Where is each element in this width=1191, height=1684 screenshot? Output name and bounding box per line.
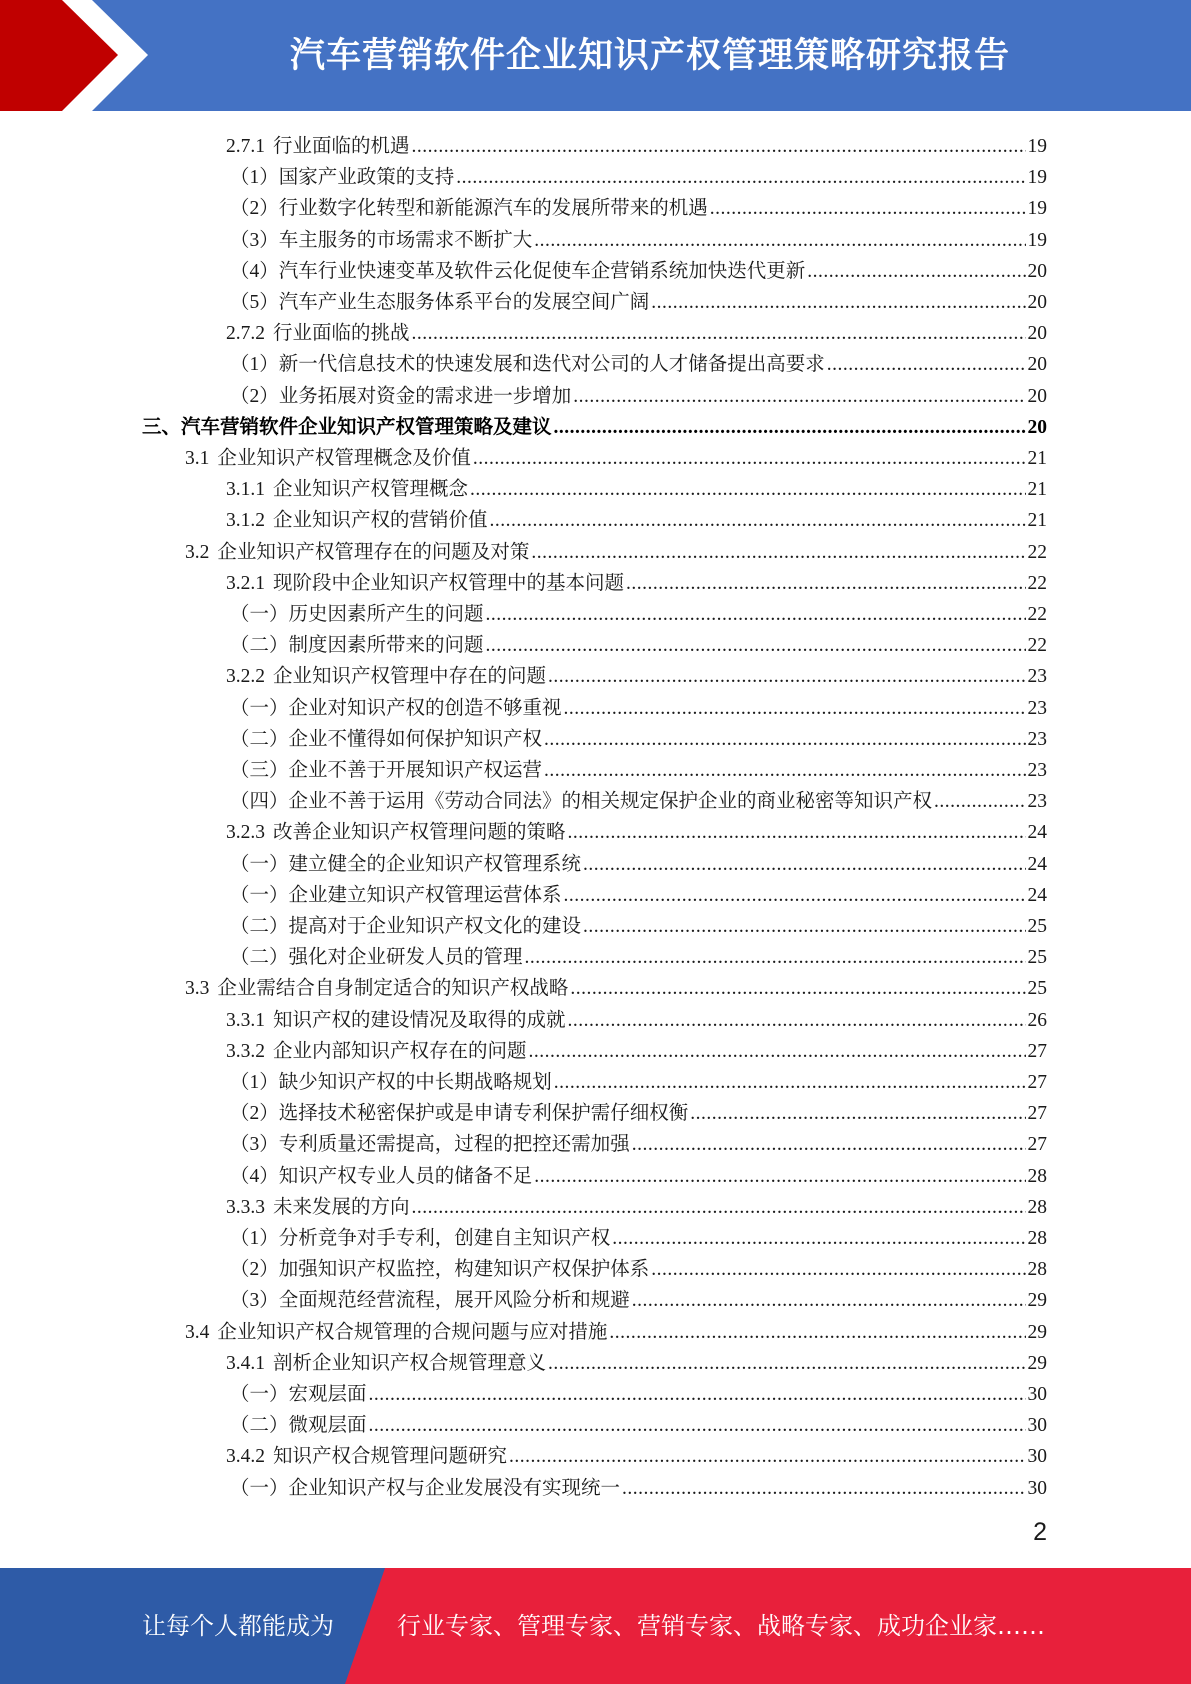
toc-entry-title: 行业面临的挑战	[273, 323, 410, 345]
toc-entry-title: 企业知识产权的营销价值	[273, 510, 488, 532]
toc-entry-number: 3.4.1	[226, 1352, 265, 1374]
toc-entry[interactable]	[230, 221, 1047, 252]
toc-entry[interactable]	[230, 1157, 1047, 1188]
toc-entry-number: 3.3.2	[226, 1040, 265, 1062]
toc-entry-page: 28	[1027, 1165, 1047, 1187]
toc-entry-number: （5）	[230, 292, 279, 313]
toc-entry-number: 2.7.2	[226, 323, 265, 345]
toc-entry-title: 企业建立知识产权管理运营体系	[288, 884, 562, 906]
toc-dot-leader	[807, 261, 1025, 283]
toc-dot-leader	[548, 666, 1025, 688]
toc-entry-number: （2）	[230, 1259, 279, 1281]
toc-entry[interactable]	[226, 1001, 1047, 1032]
toc-entry-number: 3.1.1	[226, 479, 265, 501]
toc-entry-number: （一）	[230, 1477, 289, 1499]
toc-entry-title: 专利质量还需提高，过程的把控还需加强	[278, 1134, 630, 1156]
toc-entry-page: 23	[1027, 697, 1047, 719]
toc-dot-leader	[573, 386, 1025, 408]
toc-entry-title: 企业知识产权合规管理的合规问题与应对措施	[217, 1321, 608, 1343]
toc-dot-leader	[609, 1322, 1025, 1344]
toc-entry-page: 22	[1027, 572, 1047, 594]
toc-entry-title: 现阶段中企业知识产权管理中的基本问题	[273, 572, 625, 594]
toc-entry-number: （3）	[230, 229, 279, 251]
toc-entry-page: 30	[1027, 1446, 1047, 1468]
toc-entry[interactable]	[226, 470, 1047, 501]
toc-entry[interactable]	[226, 813, 1047, 844]
toc-entry-title: 汽车营销软件企业知识产权管理策略及建议	[181, 416, 552, 438]
toc-entry-page: 27	[1027, 1072, 1047, 1093]
toc-entry[interactable]	[230, 782, 1047, 813]
toc-entry-title: 企业知识产权管理概念及价值	[217, 448, 471, 469]
toc-dot-leader	[412, 1197, 1026, 1219]
toc-entry-number: （二）	[230, 916, 289, 937]
toc-entry-page: 24	[1027, 853, 1047, 875]
toc-entry-title: 车主服务的市场需求不断扩大	[278, 229, 533, 251]
toc-entry[interactable]	[230, 1406, 1047, 1437]
toc-entry-page: 28	[1027, 1259, 1047, 1281]
toc-entry-number: （2）	[230, 1103, 279, 1125]
toc-entry-page: 30	[1027, 1477, 1047, 1499]
toc-dot-leader	[544, 760, 1025, 782]
toc-entry-title: 缺少知识产权的中长期战略规划	[278, 1072, 552, 1093]
toc-entry-title: 企业不善于开展知识产权运营	[288, 760, 543, 781]
toc-entry-title: 知识产权合规管理问题研究	[273, 1446, 508, 1468]
toc-entry[interactable]	[226, 564, 1047, 595]
toc-entry-number: （3）	[230, 1134, 279, 1156]
toc-entry[interactable]	[226, 501, 1047, 532]
toc-entry-title: 知识产权的建设情况及取得的成就	[273, 1009, 566, 1031]
toc-entry[interactable]	[230, 189, 1047, 220]
toc-entry[interactable]	[230, 345, 1047, 376]
toc-dot-leader	[651, 1259, 1025, 1281]
toc-entry-number: （4）	[230, 1165, 279, 1187]
toc-entry[interactable]	[230, 283, 1047, 314]
toc-dot-leader	[934, 791, 1025, 813]
toc-entry-page: 29	[1027, 1290, 1047, 1312]
toc-entry-page: 20	[1027, 385, 1047, 407]
toc-entry-number: 3.3.1	[226, 1009, 265, 1031]
toc-dot-leader	[369, 1384, 1026, 1406]
toc-dot-leader	[554, 1072, 1026, 1094]
toc-entry-number: 2.7.1	[226, 136, 265, 157]
toc-entry-title: 企业需结合自身制定适合的知识产权战略	[217, 978, 569, 1000]
header-banner	[0, 0, 1191, 111]
toc-dot-leader	[470, 479, 1025, 501]
toc-entry[interactable]	[226, 127, 1047, 158]
toc-entry-title: 企业不善于运用《劳动合同法》的相关规定保护企业的商业秘密等知识产权	[288, 791, 933, 813]
toc-dot-leader	[554, 417, 1026, 439]
toc-entry-number: （一）	[230, 1384, 289, 1405]
toc-dot-leader	[473, 448, 1026, 470]
toc-entry-page: 21	[1027, 510, 1047, 532]
toc-entry-number: （一）	[230, 697, 289, 719]
toc-entry-page: 20	[1027, 292, 1047, 313]
toc-dot-leader	[544, 729, 1025, 751]
toc-entry-title: 汽车产业生态服务体系平台的发展空间广阔	[278, 292, 650, 313]
toc-entry[interactable]	[230, 1469, 1047, 1500]
toc-entry-number: 3.2.2	[226, 666, 265, 688]
toc-entry-number: （4）	[230, 260, 279, 282]
toc-entry-number: 三、	[142, 416, 182, 438]
toc-entry-title: 建立健全的企业知识产权管理系统	[288, 853, 582, 875]
toc-dot-leader	[626, 573, 1025, 595]
footer-slogan-right: 行业专家、管理专家、营销专家、战略专家、成功企业家……	[397, 1612, 1045, 1640]
toc-entry-page: 21	[1027, 448, 1047, 469]
toc-entry[interactable]	[226, 314, 1047, 345]
toc-entry-page: 24	[1027, 884, 1047, 906]
toc-entry-title: 企业不懂得如何保护知识产权	[288, 728, 543, 750]
toc-entry[interactable]	[226, 1437, 1047, 1468]
toc-entry-number: （二）	[230, 728, 289, 750]
toc-entry-title: 选择技术秘密保护或是申请专利保护需仔细权衡	[278, 1103, 689, 1125]
toc-entry[interactable]	[230, 1063, 1047, 1094]
toc-entry-title: 汽车行业快速变革及软件云化促使车企营销系统加快迭代更新	[278, 260, 806, 282]
toc-entry-title: 知识产权专业人员的储备不足	[278, 1165, 533, 1187]
toc-entry-page: 23	[1027, 760, 1047, 781]
toc-dot-leader	[490, 510, 1026, 532]
toc-entry[interactable]	[142, 408, 1047, 439]
toc-entry[interactable]	[226, 1344, 1047, 1375]
toc-entry-number: （一）	[230, 853, 289, 875]
toc-entry-number: （1）	[230, 167, 279, 189]
toc-entry-title: 行业面临的机遇	[273, 136, 410, 157]
toc-entry-number: （二）	[230, 635, 289, 657]
toc-entry-page: 24	[1027, 822, 1047, 844]
toc-entry[interactable]	[185, 1313, 1047, 1344]
toc-entry-number: 3.1	[185, 448, 210, 469]
toc-entry-number: （1）	[230, 1228, 279, 1249]
toc-entry-title: 企业知识产权管理中存在的问题	[273, 666, 547, 688]
toc-dot-leader	[568, 822, 1026, 844]
toc-entry[interactable]	[185, 533, 1047, 564]
toc-dot-leader	[570, 978, 1025, 1000]
toc-entry-page: 23	[1027, 666, 1047, 688]
toc-entry[interactable]	[226, 657, 1047, 688]
toc-entry[interactable]	[230, 1250, 1047, 1281]
toc-entry-page: 26	[1027, 1009, 1047, 1031]
toc-entry[interactable]	[230, 845, 1047, 876]
toc-dot-leader	[564, 885, 1026, 907]
toc-entry-title: 企业对知识产权的创造不够重视	[288, 697, 562, 719]
toc-entry-page: 25	[1027, 978, 1047, 1000]
toc-entry-number: （1）	[230, 354, 279, 376]
toc-dot-leader	[710, 198, 1026, 220]
toc-entry-title: 微观层面	[288, 1415, 367, 1437]
footer-slogan-left: 让每个人都能成为	[142, 1612, 334, 1640]
toc-entry-page: 23	[1027, 728, 1047, 750]
toc-dot-leader	[568, 1010, 1026, 1032]
toc-entry-title: 剖析企业知识产权合规管理意义	[273, 1352, 547, 1374]
toc-dot-leader	[486, 635, 1026, 657]
toc-dot-leader	[531, 542, 1025, 564]
toc-entry[interactable]	[230, 158, 1047, 189]
toc-entry-page: 19	[1027, 198, 1047, 220]
toc-entry-page: 20	[1027, 354, 1047, 376]
toc-dot-leader	[564, 698, 1026, 720]
toc-entry-title: 分析竞争对手专利，创建自主知识产权	[278, 1228, 611, 1249]
toc-entry[interactable]	[185, 439, 1047, 470]
toc-entry-title: 新一代信息技术的快速发展和迭代对公司的人才储备提出高要求	[278, 354, 825, 376]
toc-entry[interactable]	[185, 969, 1047, 1000]
toc-entry-title: 历史因素所产生的问题	[288, 604, 484, 625]
toc-entry-page: 19	[1027, 136, 1047, 157]
toc-dot-leader	[690, 1103, 1025, 1125]
toc-entry-title: 提高对于企业知识产权文化的建设	[288, 916, 582, 937]
toc-entry-number: 3.2.3	[226, 822, 265, 844]
toc-entry-number: （二）	[230, 947, 289, 969]
toc-dot-leader	[486, 604, 1026, 626]
toc-entry[interactable]	[230, 626, 1047, 657]
toc-entry-number: 3.3.3	[226, 1196, 265, 1218]
toc-dot-leader	[651, 292, 1025, 314]
toc-dot-leader	[632, 1290, 1026, 1312]
toc-entry-page: 28	[1027, 1196, 1047, 1218]
toc-entry-title: 企业知识产权管理存在的问题及对策	[217, 541, 530, 563]
toc-dot-leader	[456, 167, 1025, 189]
toc-entry[interactable]	[226, 1188, 1047, 1219]
toc-entry-number: （1）	[230, 1072, 279, 1093]
toc-entry[interactable]	[230, 1094, 1047, 1125]
toc-entry-title: 企业知识产权与企业发展没有实现统一	[288, 1477, 621, 1499]
toc-entry-number: （四）	[230, 791, 289, 813]
toc-entry-page: 29	[1027, 1352, 1047, 1374]
toc-entry[interactable]	[230, 252, 1047, 283]
toc-entry[interactable]	[230, 876, 1047, 907]
toc-entry-number: 3.1.2	[226, 510, 265, 532]
toc-entry-page: 22	[1027, 541, 1047, 563]
toc-entry[interactable]	[230, 938, 1047, 969]
toc-dot-leader	[612, 1228, 1025, 1250]
toc-dot-leader	[632, 1134, 1026, 1156]
toc-entry-number: 3.2.1	[226, 572, 265, 594]
toc-entry-page: 28	[1027, 1228, 1047, 1249]
toc-entry-title: 改善企业知识产权管理问题的策略	[273, 822, 566, 844]
toc-entry-number: 3.2	[185, 541, 210, 563]
footer-banner	[0, 1568, 1191, 1684]
toc-entry-page: 21	[1027, 479, 1047, 501]
toc-entry-page: 22	[1027, 604, 1047, 625]
toc-entry-page: 30	[1027, 1415, 1047, 1437]
toc-entry-title: 未来发展的方向	[273, 1196, 410, 1218]
toc-dot-leader	[827, 354, 1026, 376]
toc-dot-leader	[529, 1041, 1026, 1063]
toc-entry-page: 25	[1027, 916, 1047, 937]
document-title: 汽车营销软件企业知识产权管理策略研究报告	[289, 36, 1010, 76]
toc-entry[interactable]	[230, 1125, 1047, 1156]
toc-dot-leader	[622, 1478, 1025, 1500]
toc-dot-leader	[525, 947, 1026, 969]
toc-entry-number: （二）	[230, 1415, 289, 1437]
toc-entry-number: （2）	[230, 385, 279, 407]
toc-entry-page: 19	[1027, 167, 1047, 189]
toc-entry-title: 业务拓展对资金的需求进一步增加	[278, 385, 572, 407]
toc-entry-number: 3.4	[185, 1321, 210, 1343]
toc-entry-number: （3）	[230, 1290, 279, 1312]
toc-dot-leader	[369, 1415, 1026, 1437]
toc-entry[interactable]	[226, 1032, 1047, 1063]
toc-dot-leader	[412, 323, 1026, 345]
toc-entry-number: （2）	[230, 198, 279, 220]
toc-dot-leader	[412, 136, 1026, 158]
toc-entry-number: （一）	[230, 884, 289, 906]
toc-entry-page: 29	[1027, 1321, 1047, 1343]
toc-dot-leader	[534, 1166, 1025, 1188]
toc-entry-title: 全面规范经营流程，展开风险分析和规避	[278, 1290, 630, 1312]
toc-entry-page: 23	[1027, 791, 1047, 813]
toc-entry[interactable]	[230, 907, 1047, 938]
toc-dot-leader	[548, 1353, 1025, 1375]
toc-entry-page: 20	[1027, 416, 1047, 438]
toc-entry-page: 30	[1027, 1384, 1047, 1405]
toc-dot-leader	[583, 854, 1025, 876]
toc-entry-page: 27	[1027, 1040, 1047, 1062]
toc-entry[interactable]	[230, 720, 1047, 751]
toc-entry-title: 行业数字化转型和新能源汽车的发展所带来的机遇	[278, 198, 708, 220]
toc-dot-leader	[509, 1446, 1025, 1468]
toc-entry[interactable]	[230, 595, 1047, 626]
toc-entry-page: 19	[1027, 229, 1047, 251]
toc-entry-title: 企业知识产权管理概念	[273, 479, 469, 501]
toc-entry[interactable]	[230, 1281, 1047, 1312]
toc-entry-page: 20	[1027, 323, 1047, 345]
toc-entry-title: 制度因素所带来的问题	[288, 635, 484, 657]
toc-entry[interactable]	[230, 1219, 1047, 1250]
toc-entry-title: 加强知识产权监控，构建知识产权保护体系	[278, 1259, 650, 1281]
toc-entry-title: 强化对企业研发人员的管理	[288, 947, 523, 969]
toc-entry-page: 22	[1027, 635, 1047, 657]
toc-entry[interactable]	[230, 1375, 1047, 1406]
toc-entry-page: 25	[1027, 947, 1047, 969]
page-number: 2	[1033, 1518, 1047, 1546]
toc-dot-leader	[583, 916, 1025, 938]
toc-entry[interactable]	[230, 751, 1047, 782]
toc-entry-page: 20	[1027, 260, 1047, 282]
toc-entry-title: 宏观层面	[288, 1384, 367, 1405]
toc-dot-leader	[534, 230, 1025, 252]
toc-entry-title: 企业内部知识产权存在的问题	[273, 1040, 527, 1062]
toc-entry-title: 国家产业政策的支持	[278, 167, 455, 189]
toc-entry-page: 27	[1027, 1103, 1047, 1125]
toc-entry-number: （一）	[230, 604, 289, 625]
toc-entry-number: 3.3	[185, 978, 210, 1000]
toc-entry-page: 27	[1027, 1134, 1047, 1156]
toc-entry[interactable]	[230, 689, 1047, 720]
toc-entry-number: （三）	[230, 760, 289, 781]
toc-entry-number: 3.4.2	[226, 1446, 265, 1468]
toc-entry[interactable]	[230, 377, 1047, 408]
